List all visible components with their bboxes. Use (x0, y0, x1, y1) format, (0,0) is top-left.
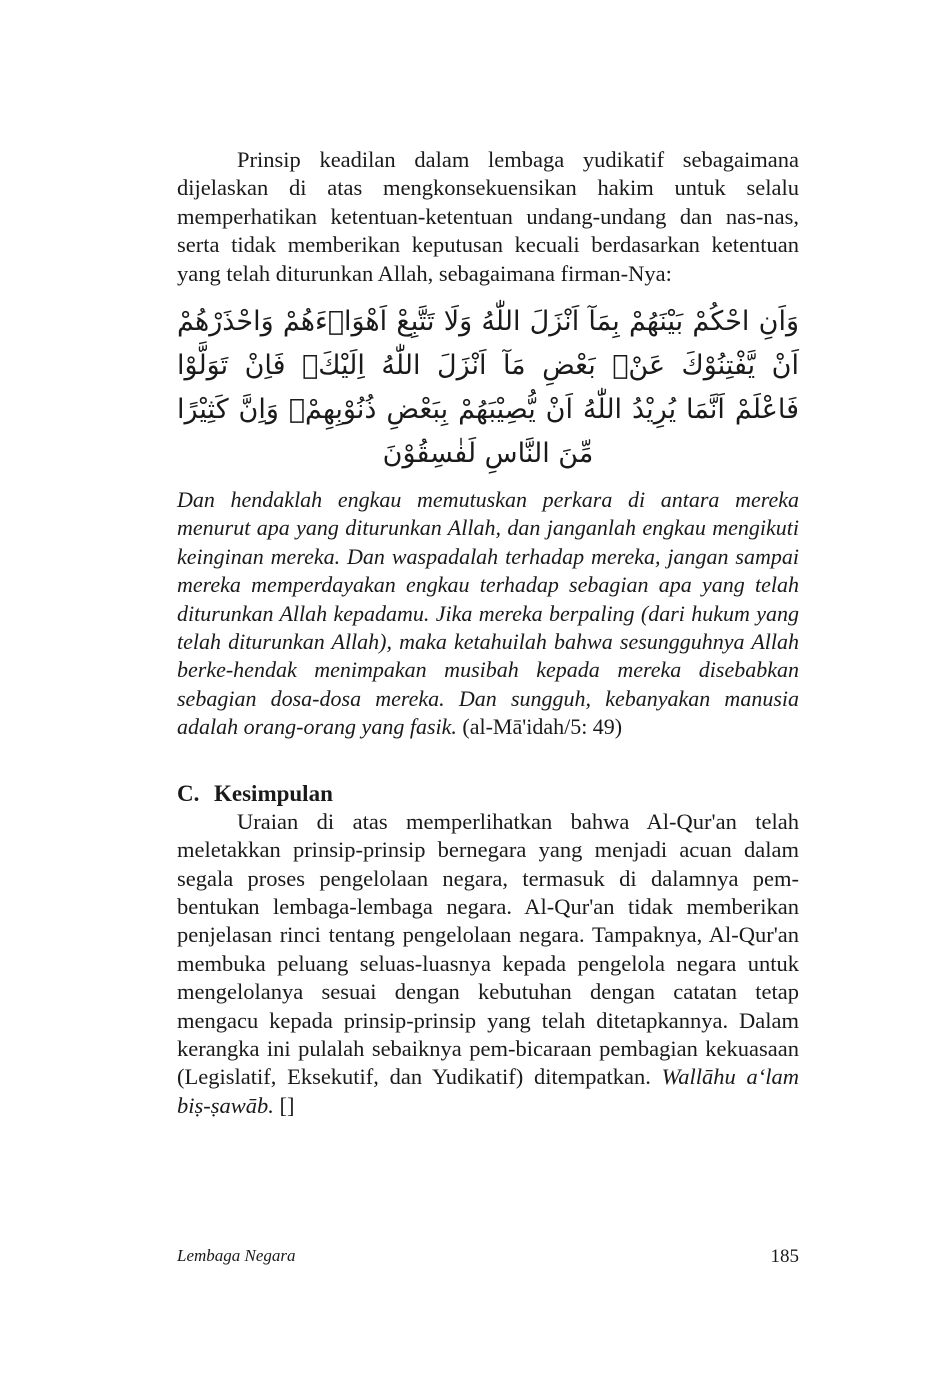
page-number: 185 (770, 1246, 799, 1267)
arabic-verse: وَاَنِ احْكُمْ بَيْنَهُمْ بِمَآ اَنْزَلَ اللّٰهُ وَلَا تَتَّبِعْ اَهْوَاۤءَهُمْ وَاحْذَرْهُمْ اَنْ يَّفْتِنُوْكَ عَنْۢ بَعْضِ مَآ اَنْزَلَ اللّٰهُ اِلَيْكَۗ فَاِنْ تَوَلَّوْا فَاعْلَمْ اَنَّمَا يُرِيْدُ اللّٰهُ اَنْ يُّصِيْبَهُمْ بِبَعْضِ ذُنُوْبِهِمْۗ وَاِنَّ كَثِيْرًا مِّنَ النَّاسِ لَفٰسِقُوْنَ (177, 306, 799, 470)
running-title: Lembaga Negara (177, 1246, 296, 1265)
closing-phrase: Wallāhu a‘lam biṣ-ṣawāb. (177, 1064, 799, 1118)
section-title: Kesimpulan (214, 780, 333, 806)
conclusion-text: Uraian di atas memperlihatkan bahwa Al-Qur'an telah meletakkan prinsip-prinsip bernegara yang menjadi acuan dalam segala proses pengelolaan negara, termasuk di dalamnya pem-bentukan lembaga-lembaga negara. Al-Qur'an tidak memberikan penjelasan rinci tentang pengelolaan negara. Tampaknya, Al-Qur'an membuka peluang seluas-luasnya kepada pengelola negara untuk mengelolanya sesuai dengan kebutuhan dengan catatan tetap mengacu kepada prinsip-prinsip yang telah ditetapkannya. Dalam kerangka ini pulalah sebaiknya pem-bicaraan pembagian kekuasaan (Legislatif, Eksekutif, dan Yudikatif) ditempatkan. (177, 808, 799, 1090)
intro-paragraph: Prinsip keadilan dalam lembaga yudikatif sebagaimana dijelaskan di atas mengkonsekuensikan hakim untuk selalu memperhatikan ketentuan-ketentuan undang-undang dan nas-nas, serta tidak memberikan keputusan kecuali berdasarkan ketentuan yang telah diturunkan Allah, sebagaimana firman-Nya: (177, 147, 799, 286)
closing-mark: [] (279, 1092, 295, 1118)
page-footer (177, 1246, 799, 1268)
translation-text: Dan hendaklah engkau memutuskan perkara di antara mereka menurut apa yang diturunkan Allah, dan janganlah engkau mengikuti keinginan mereka. Dan waspadalah terhadap mereka, jangan sampai mereka memperdayakan engkau terhadap sebagian apa yang telah diturunkan Allah kepadamu. Jika mereka berpaling (dari hukum yang telah diturunkan Allah), maka ketahuilah bahwa sesungguhnya Allah berke-hendak menimpakan musibah kepada mereka disebabkan sebagian dosa-dosa mereka. Dan sungguh, kebanyakan manusia adalah orang-orang yang fasik. (177, 487, 799, 740)
section-number: C. (177, 780, 200, 806)
page-content (177, 146, 799, 1120)
section-heading (177, 780, 799, 808)
conclusion-paragraph (177, 808, 799, 1120)
verse-translation (177, 486, 799, 742)
verse-reference: (al-Mā'idah/5: 49) (462, 714, 623, 740)
